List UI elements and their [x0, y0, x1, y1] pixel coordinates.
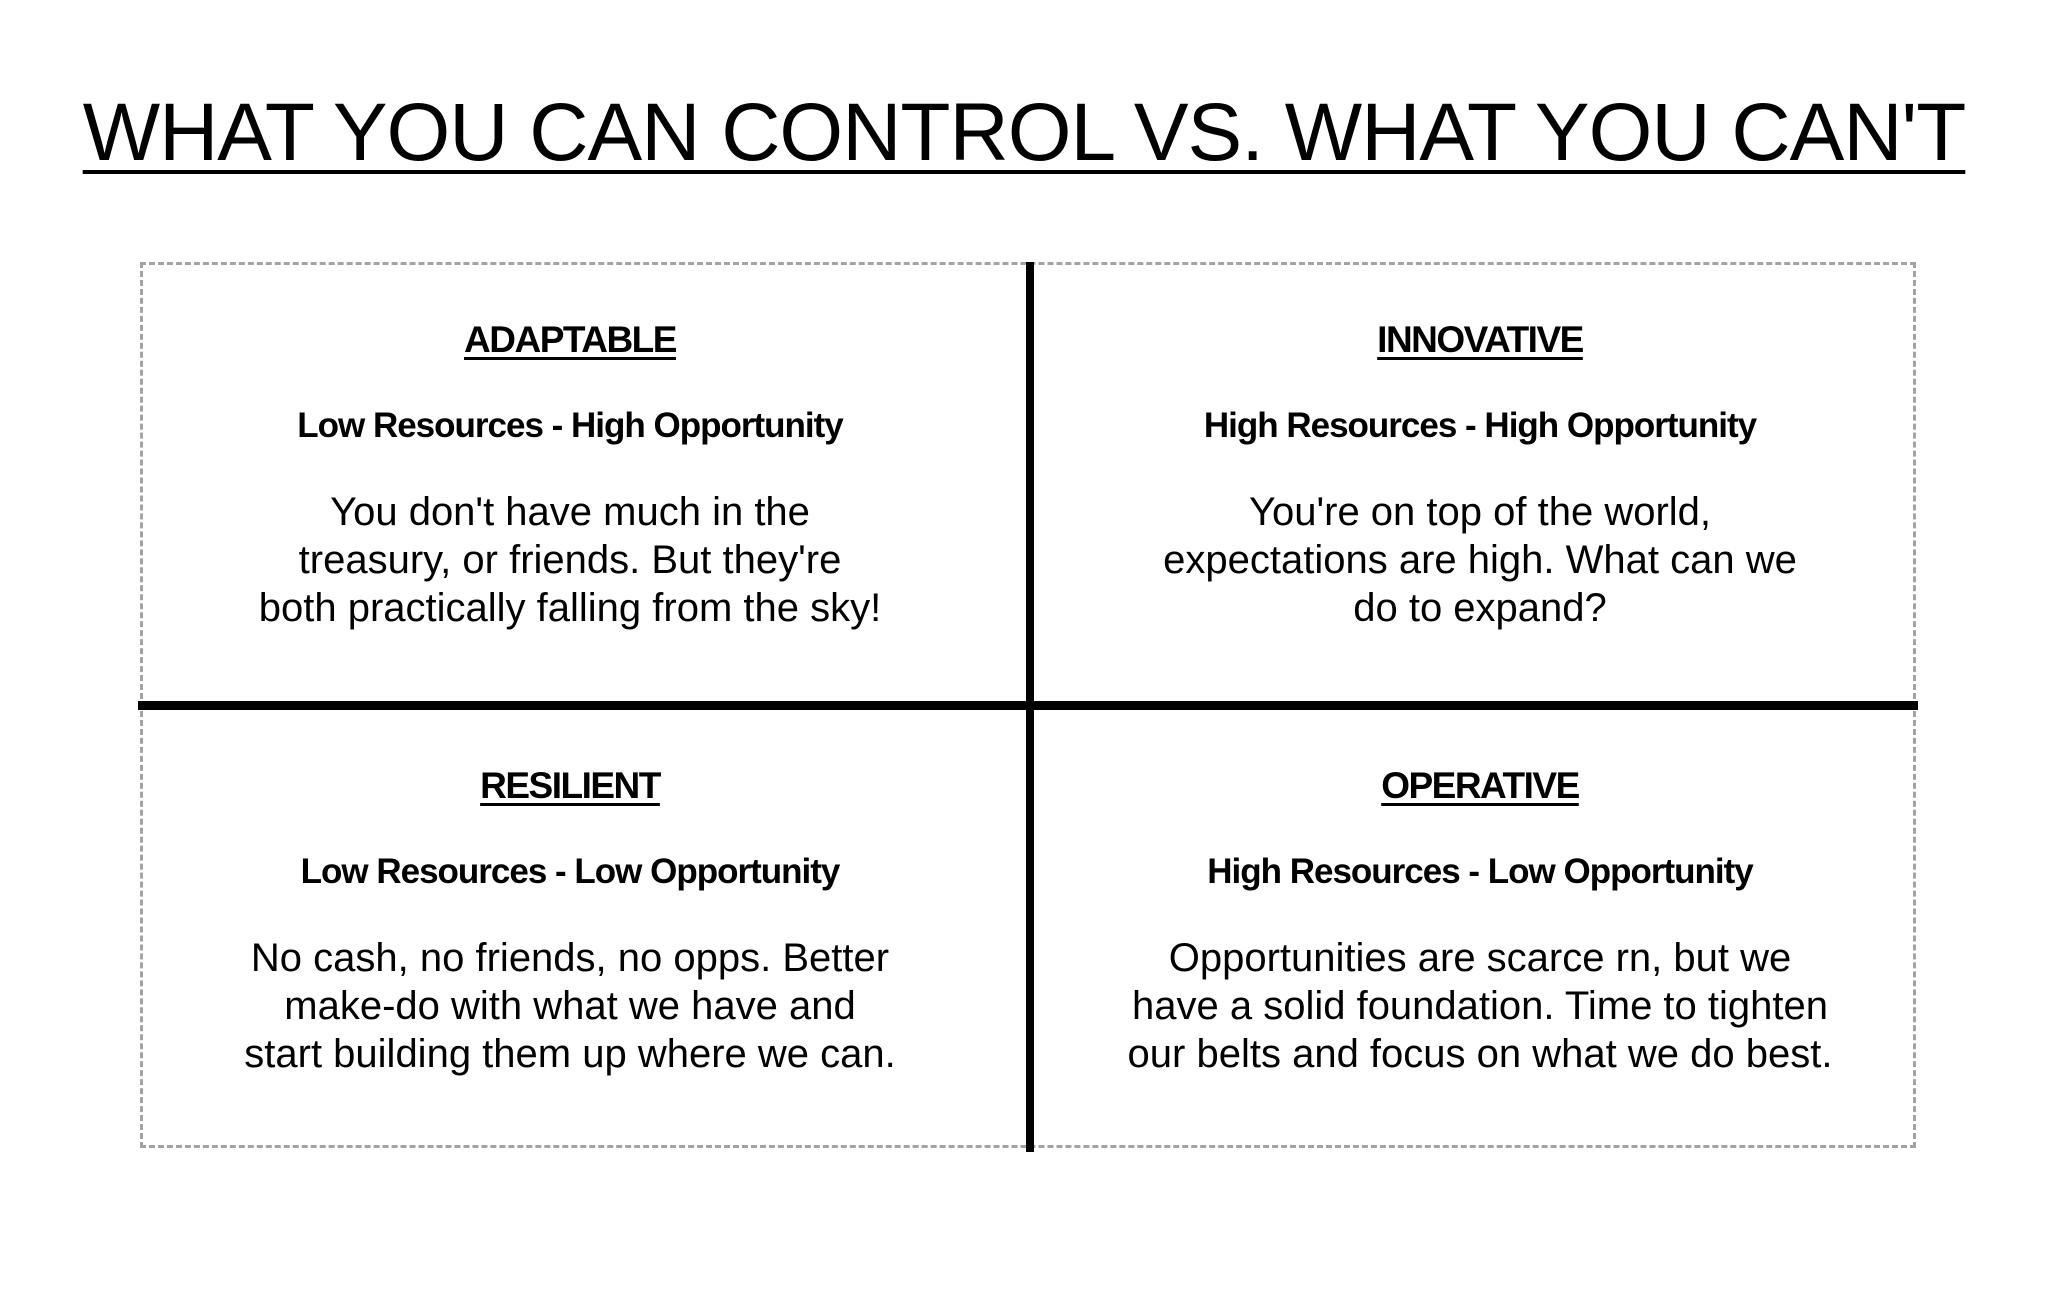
horizontal-divider [138, 701, 1918, 710]
quadrant-subtitle: High Resources - Low Opportunity [1207, 852, 1753, 891]
quadrant-description [140, 488, 1000, 632]
description-line: do to expand? [1353, 586, 1607, 630]
quadrant-subtitle: High Resources - High Opportunity [1203, 406, 1757, 445]
quadrant-subtitle: Low Resources - Low Opportunity [300, 852, 840, 891]
page-title-text: WHAT YOU CAN CONTROL VS. WHAT YOU CAN'T [82, 87, 1966, 178]
quadrant-heading: OPERATIVE [1381, 765, 1579, 806]
quadrant-heading: ADAPTABLE [464, 319, 676, 360]
description-line: You don't have much in the [330, 490, 810, 534]
quadrant-description [1050, 934, 1910, 1078]
quadrant-description [1050, 488, 1910, 632]
description-line: our belts and focus on what we do best. [1127, 1032, 1833, 1076]
description-line: make-do with what we have and [284, 984, 856, 1028]
quadrant-operative [1050, 764, 1910, 1078]
description-line: have a solid foundation. Time to tighten [1131, 984, 1828, 1028]
description-line: You're on top of the world, [1248, 490, 1712, 534]
description-line: both practically falling from the sky! [258, 586, 882, 630]
quadrant-heading: RESILIENT [480, 765, 660, 806]
description-line: treasury, or friends. But they're [298, 538, 842, 582]
description-line: start building them up where we can. [244, 1032, 896, 1076]
quadrant-innovative [1050, 318, 1910, 632]
quadrant-adaptable [140, 318, 1000, 632]
quadrant-heading: INNOVATIVE [1377, 319, 1583, 360]
description-line: expectations are high. What can we [1163, 538, 1797, 582]
quadrant-description [140, 934, 1000, 1078]
description-line: Opportunities are scarce rn, but we [1168, 936, 1792, 980]
quadrant-resilient [140, 764, 1000, 1078]
description-line: No cash, no friends, no opps. Better [250, 936, 890, 980]
quadrant-subtitle: Low Resources - High Opportunity [297, 406, 843, 445]
page-title [0, 87, 2048, 178]
